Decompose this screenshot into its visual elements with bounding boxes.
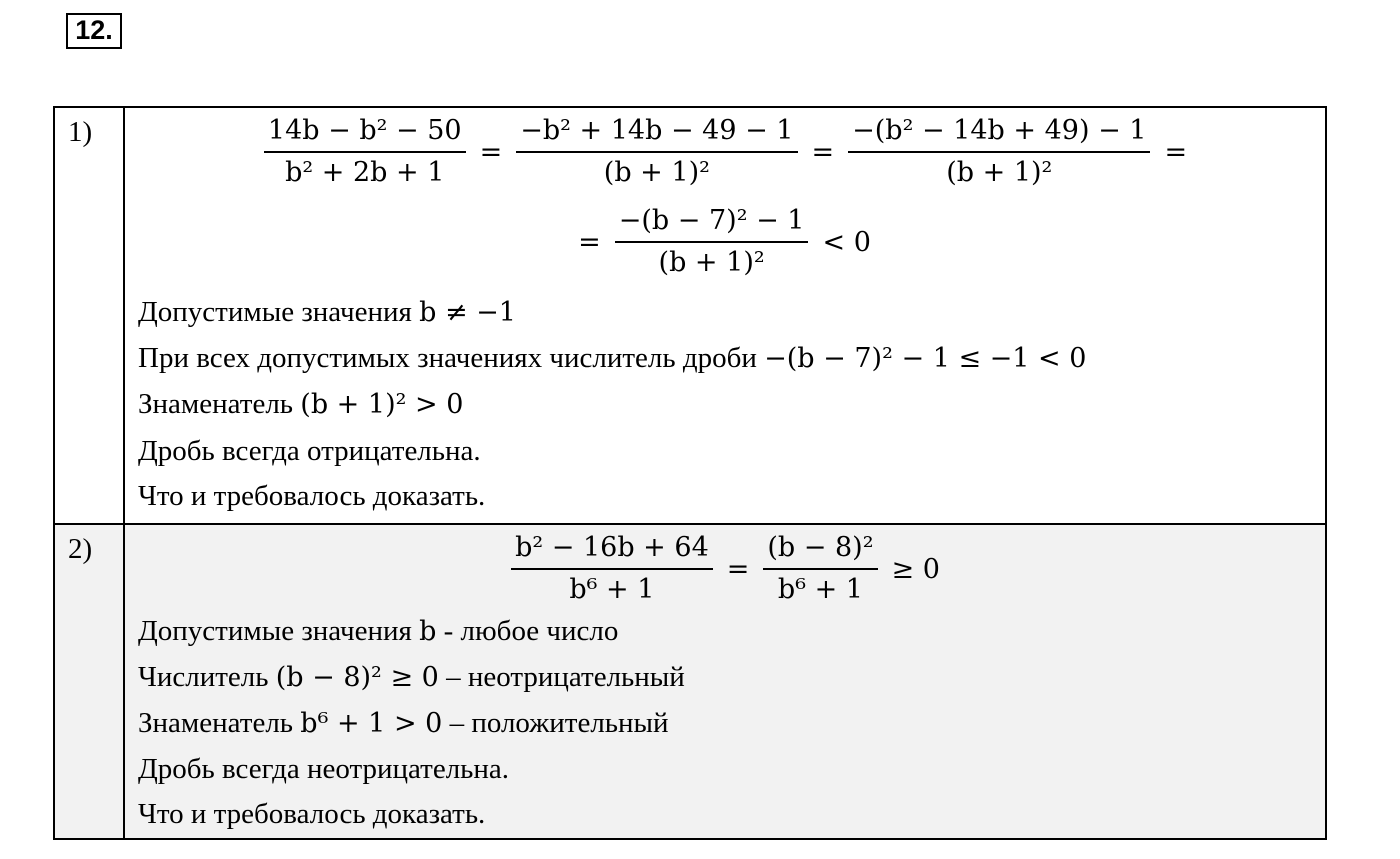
line-text: Допустимые значения (138, 615, 420, 647)
line-suffix: – неотрицательный (438, 661, 685, 693)
fraction-denominator: (b + 1)² (946, 157, 1053, 188)
inline-math: b⁶ + 1 > 0 (300, 708, 443, 739)
fraction (264, 114, 466, 190)
fraction-numerator: −(b² − 14b + 49) − 1 (848, 114, 1150, 153)
inline-math: b (419, 616, 437, 647)
text-line (138, 751, 509, 787)
line-text: Знаменатель (138, 388, 301, 420)
inequality-tail: ≥ 0 (891, 553, 940, 585)
text-line (138, 294, 516, 331)
equals-sign: = (811, 136, 835, 168)
equals-sign: = (1164, 136, 1188, 168)
fraction-numerator: (b − 8)² (763, 531, 877, 570)
text-line (138, 478, 485, 514)
fraction-numerator: −b² + 14b − 49 − 1 (516, 114, 797, 153)
fraction-denominator: b⁶ + 1 (569, 574, 655, 605)
solution-row-2 (55, 523, 1325, 838)
inequality-tail: < 0 (822, 226, 871, 258)
fraction (763, 531, 877, 607)
text-line (138, 340, 1086, 377)
equals-sign: = (726, 553, 750, 585)
fraction-numerator: 14b − b² − 50 (264, 114, 466, 153)
line-text: Что и требовалось доказать. (138, 798, 486, 830)
line-text: Дробь всегда отрицательна. (138, 435, 481, 467)
line-text: Допустимые значения (138, 296, 420, 328)
line-text: Знаменатель (138, 707, 301, 739)
text-line (138, 386, 463, 423)
inline-math: (b − 8)² ≥ 0 (275, 662, 439, 693)
row-label: 2) (68, 533, 93, 565)
line-text: Числитель (138, 661, 276, 693)
text-line (138, 613, 618, 650)
fraction (615, 204, 809, 280)
fraction-denominator: b⁶ + 1 (777, 574, 863, 605)
fraction-numerator: b² − 16b + 64 (511, 531, 713, 570)
inline-math: (b + 1)² > 0 (300, 389, 464, 420)
line-text: При всех допустимых значениях числитель дроби (138, 342, 765, 374)
line-text: Дробь всегда неотрицательна. (138, 753, 510, 785)
text-line (138, 433, 481, 469)
text-line (138, 705, 669, 742)
text-line (138, 796, 485, 832)
line-suffix: – положительный (442, 707, 669, 739)
inline-math: b ≠ −1 (419, 297, 516, 328)
line-suffix: - любое число (436, 615, 619, 647)
solution-row-1 (55, 108, 1325, 523)
fraction (511, 531, 713, 607)
equals-sign: = (479, 136, 503, 168)
fraction (516, 114, 797, 190)
problem-number: 12. (66, 13, 122, 49)
text-line (138, 659, 685, 696)
fraction-denominator: b² + 2b + 1 (285, 157, 445, 188)
row-label: 1) (68, 116, 93, 148)
equation-line (124, 527, 1325, 611)
equation-line (124, 110, 1325, 194)
equation-line (124, 200, 1325, 284)
equals-sign: = (578, 226, 601, 258)
fraction-numerator: −(b − 7)² − 1 (615, 204, 809, 243)
line-text: Что и требовалось доказать. (138, 480, 486, 512)
inline-math: −(b − 7)² − 1 ≤ −1 < 0 (764, 343, 1087, 374)
fraction (848, 114, 1150, 190)
fraction-denominator: (b + 1)² (603, 157, 710, 188)
solution-table (53, 106, 1327, 840)
fraction-denominator: (b + 1)² (658, 247, 765, 278)
